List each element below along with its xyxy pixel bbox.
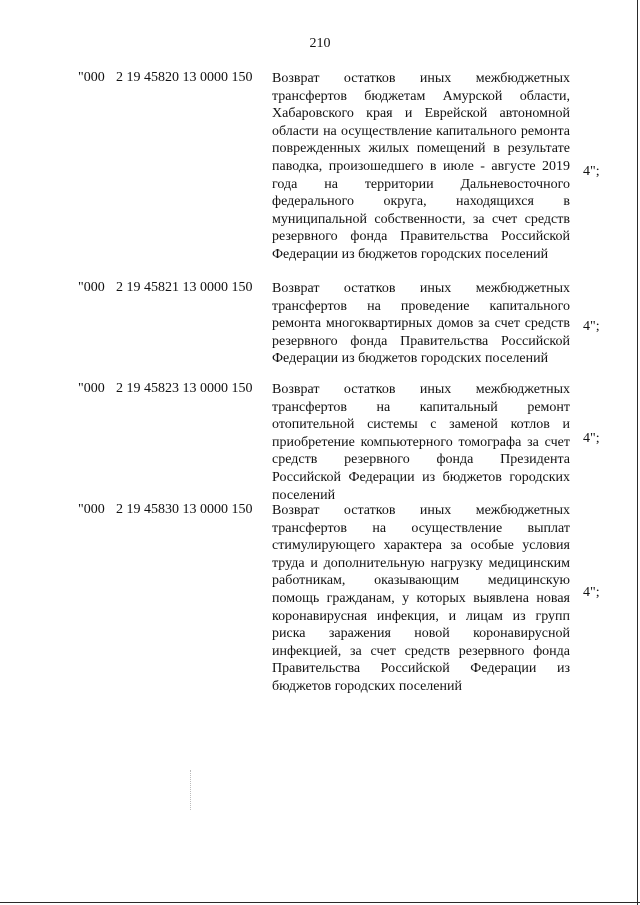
entry-prefix: "000 bbox=[78, 280, 105, 295]
entry-suffix: 4"; bbox=[583, 585, 600, 600]
scan-edge-bottom bbox=[0, 902, 640, 903]
entry-suffix: 4"; bbox=[583, 431, 600, 446]
budget-classification-code: 2 19 45820 13 0000 150 bbox=[116, 70, 253, 85]
budget-classification-code: 2 19 45830 13 0000 150 bbox=[116, 502, 253, 517]
entry-prefix: "000 bbox=[78, 502, 105, 517]
entry-suffix: 4"; bbox=[583, 319, 600, 334]
scan-artifact bbox=[190, 770, 192, 810]
entry-suffix: 4"; bbox=[583, 164, 600, 179]
scan-edge-right bbox=[637, 0, 638, 905]
page-number: 210 bbox=[309, 36, 331, 51]
entry-description: Возврат остатков иных межбюджетных трансфертов на осуществление выплат стимулирующего характера за особые условия труда и дополнительную нагрузку медицинским работникам, оказывающим медицинскую помощь гражданам, у которых выявлена новая коронавирусная инфекция, и лицам из групп риска заражения новой коронавирусной инфекцией, за счет средств резервного фонда Правительства Российской Федерации из бюджетов городских поселений bbox=[272, 503, 570, 694]
entry-prefix: "000 bbox=[78, 70, 105, 85]
entry-description: Возврат остатков иных межбюджетных трансфертов на проведение капитального ремонта многоквартирных домов за счет средств резервного фонда Правительства Российской Федерации из бюджетов городских поселений bbox=[272, 281, 570, 367]
entry-description: Возврат остатков иных межбюджетных трансфертов бюджетам Амурской области, Хабаровского края и Еврейской автономной области на осуществление капитального ремонта поврежденных жилых помещений в результате паводка, произошедшего в июле - августе 2019 года на территории Дальневосточного федерального округа, находящихся в муниципальной собственности, за счет средств резервного фонда Правительства Российской Федерации из бюджетов городских поселений bbox=[272, 71, 570, 262]
entry-description: Возврат остатков иных межбюджетных трансфертов на капитальный ремонт отопительной системы с заменой котлов и приобретение компьютерного томографа за счет средств резервного фонда Президента Российской Федерации из бюджетов городских поселений bbox=[272, 382, 570, 503]
entry-prefix: "000 bbox=[78, 381, 105, 396]
budget-classification-code: 2 19 45821 13 0000 150 bbox=[116, 280, 253, 295]
budget-classification-code: 2 19 45823 13 0000 150 bbox=[116, 381, 253, 396]
